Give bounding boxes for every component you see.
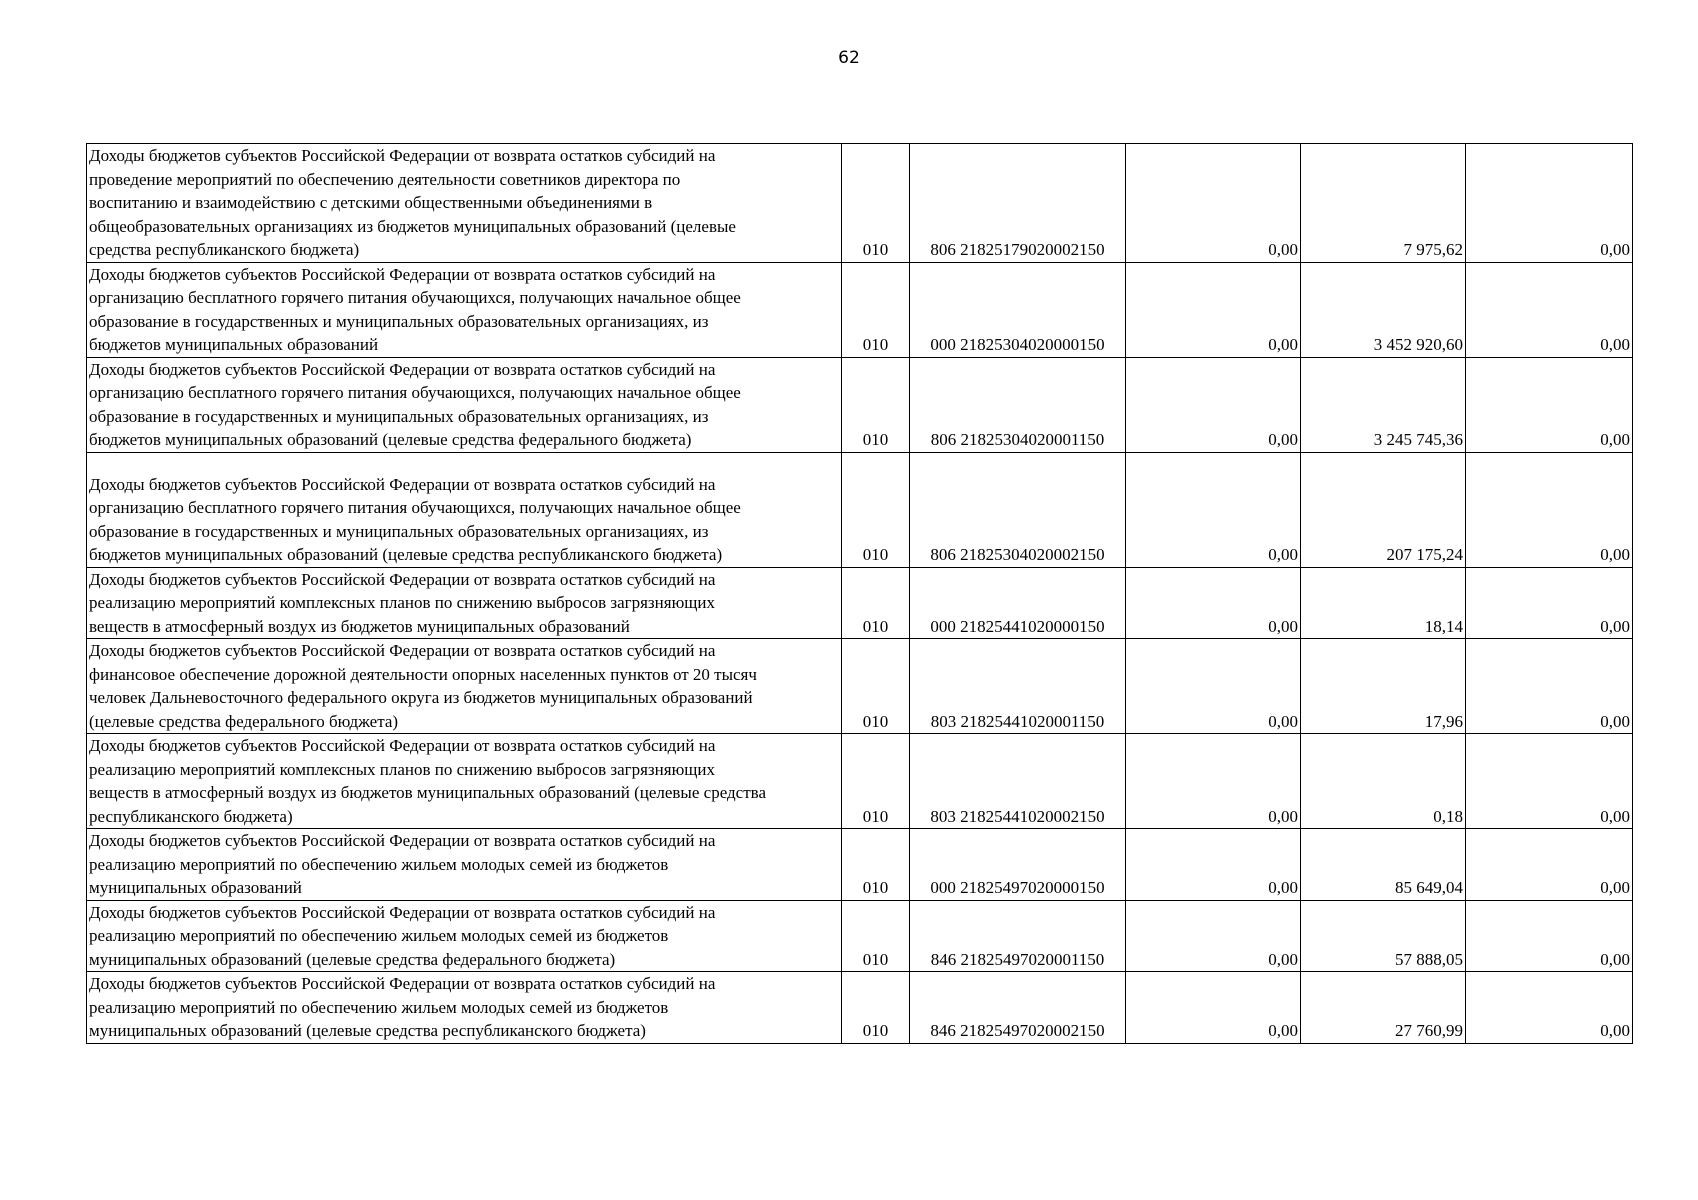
budget-classification-code-cell: 000 21825304020000150 [910, 262, 1126, 357]
table-row [87, 262, 1633, 357]
table-row [87, 972, 1633, 1044]
amount-cell-1: 0,00 [1126, 567, 1301, 639]
amount-cell-3: 0,00 [1466, 452, 1633, 567]
revenue-description-cell [87, 567, 842, 639]
amount-cell-2: 3 452 920,60 [1301, 262, 1466, 357]
table-row [87, 829, 1633, 901]
page-number: 62 [838, 48, 860, 68]
revenue-description: Доходы бюджетов субъектов Российской Федерации от возврата остатков субсидий на реализацию мероприятий комплексных планов по снижению выбросов загрязняющих веществ в атмосферный воздух из бюджетов муниципальных образований [89, 569, 716, 636]
line-code-cell: 010 [842, 567, 910, 639]
table-row [87, 144, 1633, 263]
amount-cell-2: 7 975,62 [1301, 144, 1466, 263]
table-row [87, 639, 1633, 734]
revenue-description: Доходы бюджетов субъектов Российской Федерации от возврата остатков субсидий на реализацию мероприятий по обеспечению жильем молодых семей из бюджетов муниципальных образований (целевые средства республиканского бюджета) [89, 974, 716, 1040]
line-code-cell: 010 [842, 829, 910, 901]
amount-cell-1: 0,00 [1126, 829, 1301, 901]
revenue-description-cell [87, 357, 842, 452]
amount-cell-3: 0,00 [1466, 829, 1633, 901]
revenue-description-cell [87, 972, 842, 1044]
table-row [87, 734, 1633, 829]
line-code-cell: 010 [842, 144, 910, 263]
budget-classification-code-cell: 803 21825441020002150 [910, 734, 1126, 829]
amount-cell-3: 0,00 [1466, 972, 1633, 1044]
amount-cell-1: 0,00 [1126, 734, 1301, 829]
line-code-cell: 010 [842, 900, 910, 972]
budget-classification-code-cell: 846 21825497020001150 [910, 900, 1126, 972]
amount-cell-2: 57 888,05 [1301, 900, 1466, 972]
amount-cell-2: 18,14 [1301, 567, 1466, 639]
table-row [87, 567, 1633, 639]
amount-cell-2: 3 245 745,36 [1301, 357, 1466, 452]
amount-cell-3: 0,00 [1466, 900, 1633, 972]
budget-classification-code-cell: 806 21825304020001150 [910, 357, 1126, 452]
budget-classification-code-cell: 806 21825304020002150 [910, 452, 1126, 567]
amount-cell-2: 17,96 [1301, 639, 1466, 734]
table-row [87, 452, 1633, 567]
amount-cell-2: 0,18 [1301, 734, 1466, 829]
table-row [87, 357, 1633, 452]
amount-cell-1: 0,00 [1126, 452, 1301, 567]
revenue-description-cell [87, 262, 842, 357]
budget-classification-code-cell: 000 21825497020000150 [910, 829, 1126, 901]
budget-classification-code-cell: 846 21825497020002150 [910, 972, 1126, 1044]
amount-cell-2: 207 175,24 [1301, 452, 1466, 567]
revenue-description-cell [87, 452, 842, 567]
budget-revenue-table [86, 143, 1633, 1044]
revenue-description: Доходы бюджетов субъектов Российской Федерации от возврата остатков субсидий на проведение мероприятий по обеспечению деятельности советников директора по воспитанию и взаимодействию с детскими общественными объединениями в общеобразовательных организациях из бюджетов муниципальных образований (целевые средства республиканского бюджета) [89, 146, 736, 259]
line-code-cell: 010 [842, 639, 910, 734]
revenue-description: Доходы бюджетов субъектов Российской Федерации от возврата остатков субсидий на организацию бесплатного горячего питания обучающихся, получающих начальное общее образование в государственных и муниципальных образовательных организациях, из бюджетов муниципальных образований (целевые средства республиканского бюджета) [89, 474, 741, 564]
line-code-cell: 010 [842, 262, 910, 357]
revenue-description: Доходы бюджетов субъектов Российской Федерации от возврата остатков субсидий на организацию бесплатного горячего питания обучающихся, получающих начальное общее образование в государственных и муниципальных образовательных организациях, из бюджетов муниципальных образований [89, 264, 741, 354]
table-row [87, 900, 1633, 972]
revenue-description-cell [87, 144, 842, 263]
budget-classification-code-cell: 000 21825441020000150 [910, 567, 1126, 639]
revenue-description: Доходы бюджетов субъектов Российской Федерации от возврата остатков субсидий на реализацию мероприятий по обеспечению жильем молодых семей из бюджетов муниципальных образований [89, 831, 716, 897]
revenue-description: Доходы бюджетов субъектов Российской Федерации от возврата остатков субсидий на реализацию мероприятий по обеспечению жильем молодых семей из бюджетов муниципальных образований (целевые средства федерального бюджета) [89, 902, 716, 969]
amount-cell-3: 0,00 [1466, 262, 1633, 357]
line-code-cell: 010 [842, 452, 910, 567]
line-code-cell: 010 [842, 734, 910, 829]
amount-cell-3: 0,00 [1466, 639, 1633, 734]
revenue-description-cell [87, 734, 842, 829]
amount-cell-1: 0,00 [1126, 262, 1301, 357]
line-code-cell: 010 [842, 357, 910, 452]
amount-cell-2: 27 760,99 [1301, 972, 1466, 1044]
revenue-description: Доходы бюджетов субъектов Российской Федерации от возврата остатков субсидий на финансовое обеспечение дорожной деятельности опорных населенных пунктов от 20 тысяч человек Дальневосточного федерального округа из бюджетов муниципальных образований (целевые средства федерального бюджета) [89, 641, 757, 731]
amount-cell-3: 0,00 [1466, 734, 1633, 829]
budget-classification-code-cell: 806 21825179020002150 [910, 144, 1126, 263]
amount-cell-1: 0,00 [1126, 144, 1301, 263]
amount-cell-1: 0,00 [1126, 972, 1301, 1044]
amount-cell-2: 85 649,04 [1301, 829, 1466, 901]
amount-cell-3: 0,00 [1466, 144, 1633, 263]
revenue-description: Доходы бюджетов субъектов Российской Федерации от возврата остатков субсидий на организацию бесплатного горячего питания обучающихся, получающих начальное общее образование в государственных и муниципальных образовательных организациях, из бюджетов муниципальных образований (целевые средства федерального бюджета) [89, 359, 741, 449]
line-code-cell: 010 [842, 972, 910, 1044]
revenue-description: Доходы бюджетов субъектов Российской Федерации от возврата остатков субсидий на реализацию мероприятий комплексных планов по снижению выбросов загрязняющих веществ в атмосферный воздух из бюджетов муниципальных образований (целевые средства республиканского бюджета) [89, 736, 766, 826]
amount-cell-1: 0,00 [1126, 357, 1301, 452]
revenue-description-cell [87, 900, 842, 972]
amount-cell-3: 0,00 [1466, 567, 1633, 639]
revenue-description-cell [87, 639, 842, 734]
budget-classification-code-cell: 803 21825441020001150 [910, 639, 1126, 734]
amount-cell-1: 0,00 [1126, 639, 1301, 734]
revenue-description-cell [87, 829, 842, 901]
amount-cell-3: 0,00 [1466, 357, 1633, 452]
amount-cell-1: 0,00 [1126, 900, 1301, 972]
